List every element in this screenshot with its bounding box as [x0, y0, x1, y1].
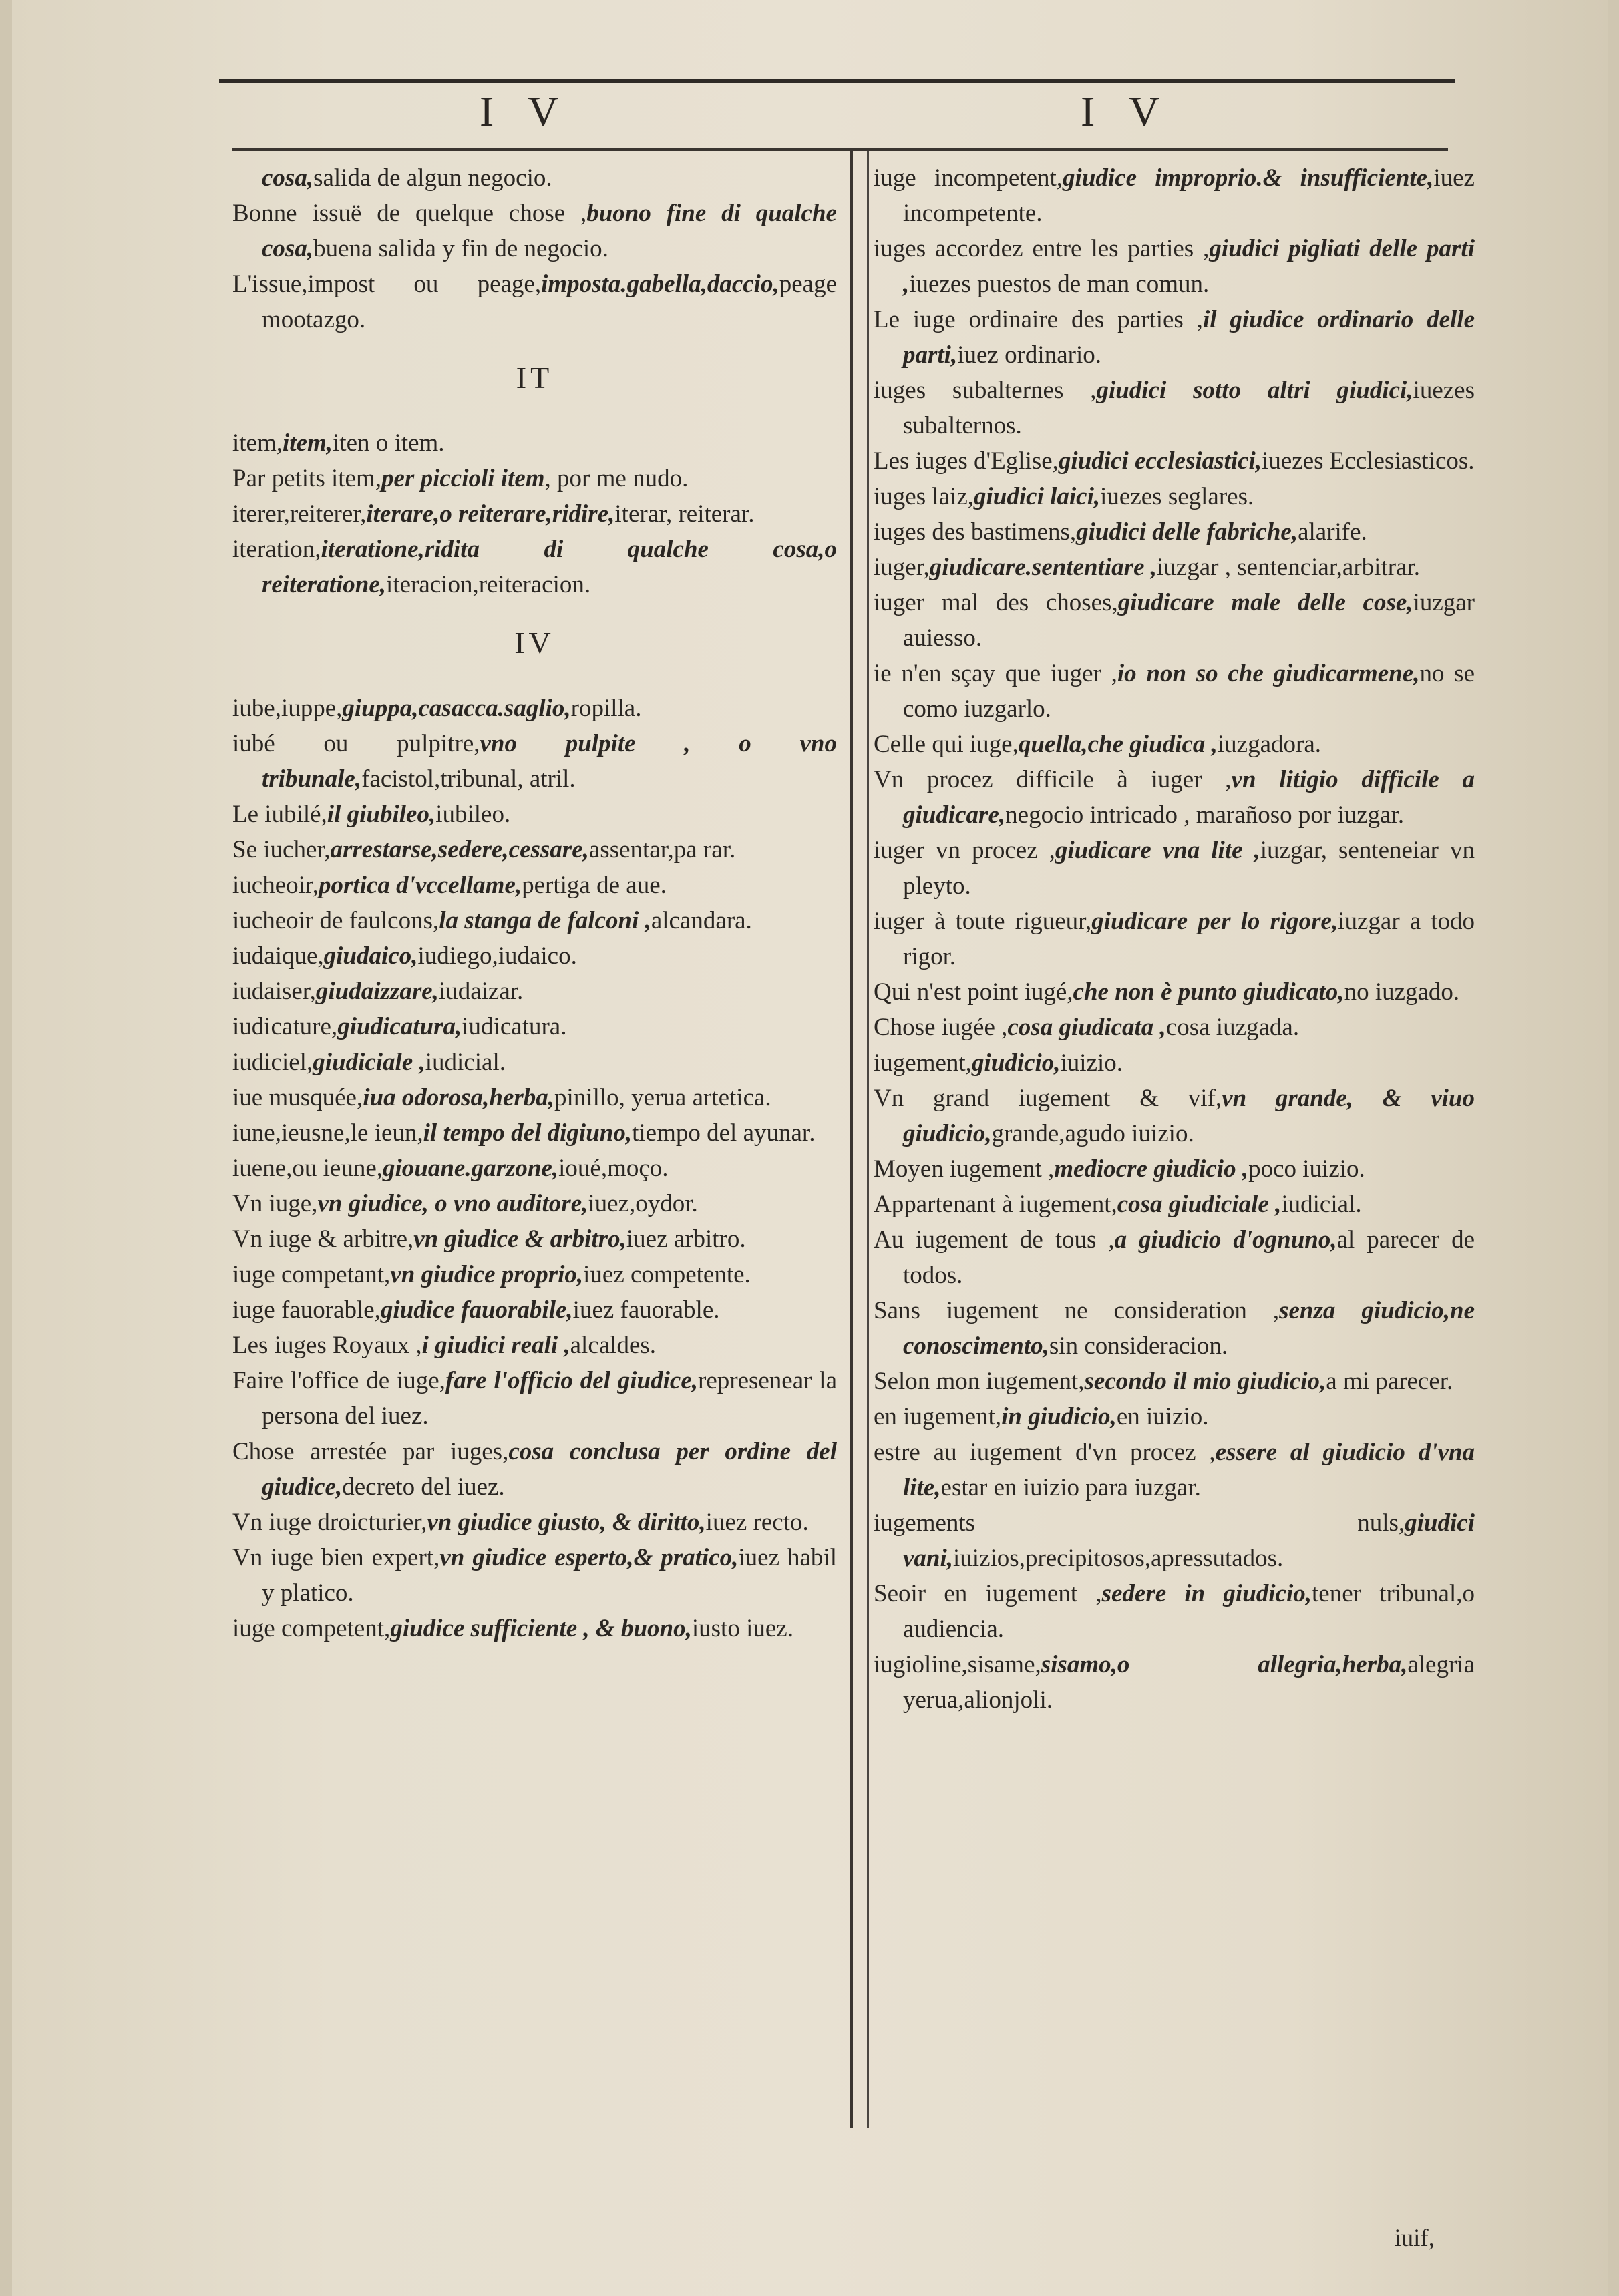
italian-term: iua odorosa,herba,	[363, 1084, 555, 1111]
french-term: Vn iuge & arbitre,	[232, 1225, 414, 1253]
dictionary-entry	[232, 496, 837, 532]
french-term: Les iuges d'Eglise,	[874, 447, 1059, 475]
dictionary-entry	[232, 1186, 837, 1221]
french-term: iuge competent,	[232, 1615, 391, 1642]
dictionary-entry	[232, 797, 837, 832]
spanish-term: estar en iuizio para iuzgar.	[940, 1474, 1201, 1501]
italian-term: cosa conclusa per ordine del giudice,	[262, 1438, 838, 1501]
french-term: iuges subalternes ,	[874, 377, 1097, 404]
dictionary-entry	[874, 1505, 1475, 1576]
dictionary-entry	[232, 425, 837, 461]
spanish-term: iuzgar a todo rigor.	[903, 908, 1475, 970]
dictionary-entry	[232, 726, 837, 797]
spanish-term: sin consideracion.	[1049, 1332, 1228, 1360]
french-term: iue musquée,	[232, 1084, 363, 1111]
french-term: iube,iuppe,	[232, 695, 343, 722]
italian-term: quella,che giudica ,	[1018, 731, 1218, 758]
italian-term: giudicare male delle cose,	[1117, 589, 1413, 616]
dictionary-entry	[232, 1221, 837, 1257]
french-term: Par petits item,	[232, 465, 381, 492]
italian-term: giudaizzare,	[315, 978, 439, 1005]
spanish-term: iuez habil y platico.	[262, 1544, 837, 1607]
french-term: item,	[232, 429, 283, 457]
french-term: iuge fauorable,	[232, 1296, 381, 1324]
italian-term: il tempo del digiuno,	[423, 1119, 633, 1147]
dictionary-entry	[874, 479, 1475, 514]
spanish-term: al parecer de todos.	[903, 1226, 1475, 1289]
italian-term: giudici sotto altri giudici,	[1096, 377, 1413, 404]
french-term: iuene,ou ieune,	[232, 1155, 383, 1182]
dictionary-entry	[232, 1434, 837, 1505]
spanish-term: iuzgar auiesso.	[903, 589, 1475, 652]
dictionary-entry	[232, 1009, 837, 1044]
dictionary-entry	[232, 461, 837, 496]
dictionary-entry	[232, 1044, 837, 1080]
dictionary-entry	[874, 550, 1475, 585]
italian-term: cosa,	[262, 164, 314, 192]
italian-term: vn giudice proprio,	[390, 1261, 584, 1288]
spanish-term: decreto del iuez.	[342, 1473, 505, 1501]
dictionary-entry	[874, 160, 1475, 231]
dictionary-entry	[232, 1328, 837, 1363]
spanish-term: iuzgadora.	[1217, 731, 1321, 758]
french-term: Qui n'est point iugé,	[874, 978, 1073, 1006]
french-term: iugements nuls,	[874, 1509, 1405, 1537]
italian-term: vno pulpite , o vno tribunale,	[262, 730, 837, 793]
french-term: Moyen iugement ,	[874, 1155, 1055, 1183]
spanish-term: pertiga de aue.	[522, 872, 667, 899]
spanish-term: iudicial.	[1281, 1191, 1362, 1218]
spanish-term: buena salida y fin de negocio.	[313, 235, 608, 262]
french-term: iuger mal des choses,	[874, 589, 1118, 616]
dictionary-entry	[874, 904, 1475, 974]
french-term: en iugement,	[874, 1403, 1002, 1430]
spanish-term: tener tribunal,o audiencia.	[903, 1580, 1475, 1643]
running-head-right: I V	[1081, 87, 1172, 135]
italian-term: giudicare per lo rigore,	[1091, 908, 1338, 935]
spanish-term: iten o item.	[333, 429, 445, 457]
dictionary-entry	[232, 1257, 837, 1292]
dictionary-entry	[874, 514, 1475, 550]
dictionary-entry	[232, 938, 837, 974]
italian-term: secondo il mio giudicio,	[1084, 1368, 1326, 1395]
dictionary-entry	[874, 1434, 1475, 1505]
italian-term: a giudicio d'ognuno,	[1114, 1226, 1337, 1254]
french-term: Sans iugement ne consideration ,	[874, 1297, 1280, 1324]
italian-term: che non è punto giudicato,	[1073, 978, 1344, 1006]
italian-term: sisamo,o allegria,herba,	[1041, 1651, 1408, 1678]
dictionary-entry	[874, 727, 1475, 762]
dictionary-entry	[232, 532, 837, 602]
section-heading: IV	[514, 626, 555, 660]
dictionary-entry	[232, 1292, 837, 1328]
french-term: Chose iugée ,	[874, 1014, 1008, 1041]
spanish-term: iuez fauorable.	[572, 1296, 720, 1324]
dictionary-entry	[874, 302, 1475, 373]
dictionary-entry	[232, 1540, 837, 1611]
french-term: iuge incompetent,	[874, 164, 1063, 192]
italian-term: portica d'vccellame,	[319, 872, 522, 899]
french-term: ie n'en sçay que iuger ,	[874, 660, 1117, 687]
dictionary-entry	[874, 1576, 1475, 1647]
section-heading: IT	[516, 361, 554, 395]
italian-term: giudiciale ,	[313, 1048, 425, 1076]
dictionary-entry	[232, 1080, 837, 1115]
french-term: iuges laiz,	[874, 483, 974, 510]
french-term: iterer,reiterer,	[232, 500, 367, 528]
italian-term: sedere in giudicio,	[1101, 1580, 1312, 1607]
italian-term: giudice improprio.& insufficiente,	[1063, 164, 1434, 192]
catchword: iuif,	[1394, 2225, 1435, 2252]
spanish-term: alcandara.	[651, 907, 752, 934]
french-term: L'issue,impost ou peage,	[232, 270, 542, 298]
french-term: Se iucher,	[232, 836, 331, 864]
spanish-term: iudiego,iudaico.	[417, 942, 577, 970]
spanish-term: iuizio.	[1060, 1049, 1123, 1077]
spanish-term: iuez recto.	[705, 1509, 809, 1536]
spanish-term: poco iuizio.	[1248, 1155, 1365, 1183]
spanish-term: assentar,pa rar.	[588, 836, 736, 864]
page	[12, 0, 1608, 2296]
spanish-term: iudaizar.	[438, 978, 524, 1005]
italian-term: senza giudicio,ne conoscimento,	[903, 1297, 1475, 1360]
spanish-term: iudicial.	[425, 1048, 506, 1076]
french-term: iuges des bastimens,	[874, 518, 1077, 546]
french-term: iugement,	[874, 1049, 972, 1077]
italian-term: il giudice ordinario delle parti,	[903, 306, 1475, 369]
italian-term: vn giudice, o vno auditore,	[317, 1190, 588, 1217]
spanish-term: negocio intricado , marañoso por iuzgar.	[1005, 801, 1405, 829]
dictionary-entry	[874, 1364, 1475, 1399]
dictionary-entry	[232, 1611, 837, 1646]
italian-term: giudici ecclesiastici,	[1058, 447, 1262, 475]
left-column	[232, 160, 837, 1646]
italian-term: la stanga de falconi ,	[439, 907, 651, 934]
french-term: Celle qui iuge,	[874, 731, 1019, 758]
italian-term: giudaico,	[323, 942, 418, 970]
italian-term: imposta.gabella,daccio,	[541, 270, 779, 298]
column-divider-inner	[867, 151, 869, 2128]
french-term: Appartenant à iugement,	[874, 1191, 1117, 1218]
dictionary-entry	[874, 974, 1475, 1010]
french-term: Vn iuge droicturier,	[232, 1509, 427, 1536]
spanish-term: iudicatura.	[462, 1013, 567, 1040]
italian-term: mediocre giudicio ,	[1054, 1155, 1249, 1183]
dictionary-entry	[232, 1115, 837, 1151]
spanish-term: alarife.	[1298, 518, 1367, 546]
dictionary-entry	[874, 585, 1475, 656]
italian-term: iterare,o reiterare,ridire,	[366, 500, 615, 528]
spanish-term: iuez ordinario.	[957, 341, 1101, 369]
spanish-term: alcaldes.	[570, 1332, 657, 1359]
dictionary-entry	[874, 231, 1475, 302]
italian-term: buono fine di qualche cosa,	[262, 200, 837, 262]
french-term: Seoir en iugement ,	[874, 1580, 1102, 1607]
french-term: estre au iugement d'vn procez ,	[874, 1439, 1216, 1466]
dictionary-entry	[232, 903, 837, 938]
french-term: iteration,	[232, 536, 321, 563]
dictionary-entry	[874, 762, 1475, 833]
spanish-term: iuezes seglares.	[1100, 483, 1254, 510]
spanish-term: tiempo del ayunar.	[632, 1119, 816, 1147]
spanish-term: facistol,tribunal, atril.	[361, 765, 576, 793]
italian-term: arrestarse,sedere,cessare,	[330, 836, 589, 864]
dictionary-entry	[232, 868, 837, 903]
italian-term: giuppa,casacca.saglio,	[342, 695, 571, 722]
italian-term: giudicatura,	[337, 1013, 462, 1040]
french-term: Bonne issuë de quelque chose ,	[232, 200, 587, 227]
spanish-term: iuez,oydor.	[588, 1190, 698, 1217]
spanish-term: ropilla.	[570, 695, 642, 722]
italian-term: giudici delle fabriche,	[1076, 518, 1298, 546]
italian-term: il giubileo,	[327, 801, 436, 828]
dictionary-entry	[232, 266, 837, 337]
italian-term: vn grande, & viuo giudicio,	[903, 1085, 1475, 1147]
column-divider	[850, 151, 853, 2128]
spanish-term: iuizios,precipitosos,apressutados.	[953, 1545, 1284, 1572]
italian-term: fare l'officio del giudice,	[445, 1367, 698, 1394]
spanish-term: salida de algun negocio.	[313, 164, 552, 192]
right-column	[874, 160, 1475, 1718]
dictionary-entry	[874, 1045, 1475, 1081]
italian-term: giudice sufficiente , & buono,	[390, 1615, 692, 1642]
spanish-term: iuez incompetente.	[903, 164, 1475, 227]
spanish-term: iuezes subalternos.	[903, 377, 1475, 439]
french-term: iune,ieusne,le ieun,	[232, 1119, 423, 1147]
french-term: iucheoir,	[232, 872, 319, 899]
spanish-term: en iuizio.	[1116, 1403, 1209, 1430]
french-term: iuger vn procez ,	[874, 837, 1055, 864]
dictionary-entry	[874, 1081, 1475, 1151]
french-term: iudaique,	[232, 942, 324, 970]
italian-term: vn giudice esperto,& pratico,	[439, 1544, 739, 1571]
spanish-term: iteracion,reiteracion.	[386, 571, 591, 598]
french-term: Vn grand iugement & vif,	[874, 1085, 1222, 1112]
french-term: iucheoir de faulcons,	[232, 907, 439, 934]
spanish-term: iuez competente.	[583, 1261, 751, 1288]
italian-term: giudici pigliati delle parti ,	[903, 235, 1475, 298]
dictionary-entry	[874, 1399, 1475, 1434]
dictionary-entry	[874, 833, 1475, 904]
french-term: iuger à toute rigueur,	[874, 908, 1092, 935]
french-term: iugioline,sisame,	[874, 1651, 1041, 1678]
italian-term: giouane.garzone,	[383, 1155, 559, 1182]
italian-term: item,	[283, 429, 333, 457]
french-term: Vn procez difficile à iuger ,	[874, 766, 1232, 793]
spanish-term: iusto iuez.	[691, 1615, 793, 1642]
spanish-term: pinillo, yerua artetica.	[554, 1084, 771, 1111]
spanish-term: iuezes puestos de man comun.	[909, 270, 1210, 298]
french-term: iuges accordez entre les parties ,	[874, 235, 1210, 262]
italian-term: giudici vani,	[903, 1509, 1475, 1572]
spanish-term: iuzgar , sentenciar,arbitrar.	[1157, 554, 1421, 581]
italian-term: giudice fauorabile,	[380, 1296, 573, 1324]
italian-term: vn giudice giusto, & diritto,	[427, 1509, 706, 1536]
italian-term: cosa giudicata ,	[1007, 1014, 1166, 1041]
spanish-term: iuezes Ecclesiasticos.	[1262, 447, 1475, 475]
dictionary-entry	[232, 832, 837, 868]
dictionary-entry	[874, 1187, 1475, 1222]
spanish-term: iterar, reiterar.	[614, 500, 755, 528]
spanish-term: iubileo.	[435, 801, 511, 828]
dictionary-entry	[232, 196, 837, 266]
dictionary-entry	[874, 1222, 1475, 1293]
french-term: Vn iuge bien expert,	[232, 1544, 440, 1571]
french-term: Le iubilé,	[232, 801, 327, 828]
spanish-term: cosa iuzgada.	[1165, 1014, 1300, 1041]
french-term: Les iuges Royaux ,	[232, 1332, 422, 1359]
french-term: Vn iuge,	[232, 1190, 318, 1217]
italian-term: essere al giudicio d'vna lite,	[903, 1439, 1475, 1501]
french-term: Le iuge ordinaire des parties ,	[874, 306, 1203, 333]
dictionary-entry	[874, 443, 1475, 479]
french-term: iuge competant,	[232, 1261, 391, 1288]
spanish-term: ioué,moço.	[558, 1155, 669, 1182]
dictionary-entry	[874, 373, 1475, 443]
spanish-term: iuez arbitro.	[626, 1225, 746, 1253]
italian-term: vn litigio difficile a giudicare,	[903, 766, 1475, 829]
spanish-term: , por me nudo.	[544, 465, 689, 492]
dictionary-entry	[874, 1293, 1475, 1364]
french-term: Chose arrestée par iuges,	[232, 1438, 509, 1465]
spanish-term: represenear la persona del iuez.	[262, 1367, 838, 1430]
french-term: Selon mon iugement,	[874, 1368, 1085, 1395]
dictionary-entry	[232, 691, 837, 726]
french-term: iudiciel,	[232, 1048, 313, 1076]
spanish-term: iuzgar, senteneiar vn pleyto.	[903, 837, 1475, 900]
french-term: Faire l'office de iuge,	[232, 1367, 445, 1394]
italian-term: giudicare.sententiare ,	[929, 554, 1157, 581]
dictionary-entry	[232, 1505, 837, 1540]
dictionary-entry	[874, 1647, 1475, 1718]
dictionary-entry	[232, 1151, 837, 1186]
dictionary-entry	[874, 656, 1475, 727]
header-rule	[232, 148, 1448, 151]
dictionary-entry	[232, 1363, 837, 1434]
italian-term: io non so che giudicarmene,	[1117, 660, 1420, 687]
top-rule	[219, 79, 1455, 83]
dictionary-entry	[874, 1010, 1475, 1045]
italian-term: giudicare vna lite ,	[1055, 837, 1260, 864]
french-term: iubé ou pulpitre,	[232, 730, 480, 757]
dictionary-entry	[232, 160, 837, 196]
italian-term: i giudici reali ,	[421, 1332, 570, 1359]
running-head-left: I V	[480, 87, 571, 135]
spanish-term: alegria yerua,alionjoli.	[903, 1651, 1475, 1714]
italian-term: cosa giudiciale ,	[1117, 1191, 1282, 1218]
italian-term: giudicio,	[971, 1049, 1061, 1077]
spanish-term: grande,agudo iuizio.	[991, 1120, 1194, 1147]
italian-term: per piccioli item	[381, 465, 545, 492]
italian-term: iteratione,ridita di qualche cosa,o reiteratione,	[262, 536, 837, 598]
italian-term: giudici laici,	[974, 483, 1101, 510]
french-term: iudicature,	[232, 1013, 338, 1040]
french-term: Au iugement de tous ,	[874, 1226, 1115, 1254]
spanish-term: a mi parecer.	[1326, 1368, 1453, 1395]
spanish-term: no iuzgado.	[1344, 978, 1460, 1006]
spanish-term: peage mootazgo.	[262, 270, 837, 333]
spanish-term: no se como iuzgarlo.	[903, 660, 1475, 723]
dictionary-entry	[232, 974, 837, 1009]
dictionary-entry	[874, 1151, 1475, 1187]
french-term: iuger,	[874, 554, 930, 581]
italian-term: vn giudice & arbitro,	[413, 1225, 626, 1253]
french-term: iudaiser,	[232, 978, 316, 1005]
italian-term: in giudicio,	[1001, 1403, 1117, 1430]
